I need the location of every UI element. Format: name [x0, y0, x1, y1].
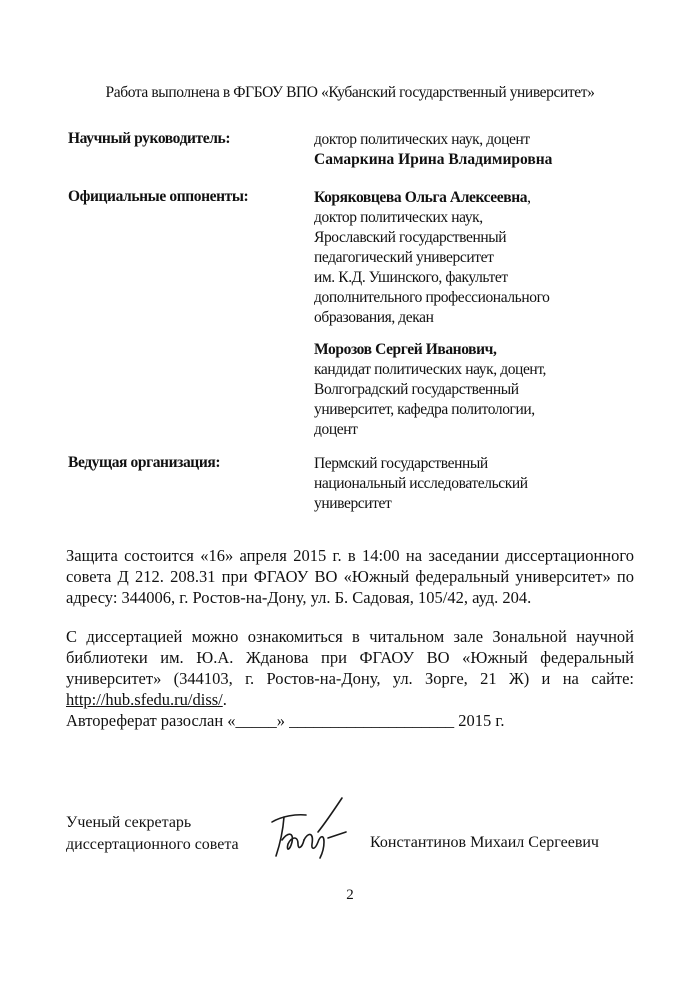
opponent-1-info — [314, 188, 550, 328]
leading-org-line: Пермский государственный — [314, 455, 488, 472]
page-number: 2 — [346, 887, 354, 903]
defense-line: совета Д 212. 208.31 при ФГАОУ ВО «Южный федеральный университет» по — [66, 567, 634, 586]
opponent-1-line: доктор политических наук, — [314, 209, 483, 226]
opponent-2-line: доцент — [314, 421, 358, 438]
opponent-2-info — [314, 340, 546, 440]
leading-org-line: национальный исследовательский — [314, 475, 528, 492]
opponent-1-line: педагогический университет — [314, 249, 494, 266]
opponent-2-line: Волгоградский государственный — [314, 381, 519, 398]
opponents-label: Официальные оппоненты: — [68, 188, 249, 205]
opponent-1-line: дополнительного профессионального — [314, 289, 550, 306]
leading-org-label: Ведущая организация: — [68, 454, 221, 471]
opponent-1-line: Ярославский государственный — [314, 229, 507, 246]
library-line: университет» (344103, г. Ростов-на-Дону, ул. Зорге, 21 Ж) и на сайте: — [66, 669, 634, 688]
handwritten-signature — [262, 792, 358, 864]
opponent-2-line: университет, кафедра политологии, — [314, 401, 535, 418]
defense-paragraph — [66, 545, 634, 608]
opponent-1-line: образования, декан — [314, 309, 434, 326]
secretary-title-line: диссертационного совета — [66, 836, 239, 853]
opponent-1-line: им. К.Д. Ушинского, факультет — [314, 269, 508, 286]
library-line: библиотеки им. Ю.А. Жданова при ФГАОУ ВО «Южный федеральный — [66, 648, 634, 667]
leading-org-info — [314, 454, 528, 514]
library-paragraph — [66, 626, 634, 731]
opponent-2-name: Морозов Сергей Иванович, — [314, 341, 497, 358]
supervisor-info — [314, 130, 552, 170]
diss-website-link[interactable]: http://hub.sfedu.ru/diss/ — [66, 690, 223, 709]
defense-line: адресу: 344006, г. Ростов-на-Дону, ул. Б. Садовая, 105/42, ауд. 204. — [66, 588, 532, 607]
link-suffix: . — [222, 690, 227, 709]
distribution-line: Автореферат разослан «_____» ____________________ 2015 г. — [66, 711, 505, 730]
opponent-2-line: кандидат политических наук, доцент, — [314, 361, 547, 378]
opponent-1-name: Коряковцева Ольга Алексеевна — [314, 189, 528, 206]
supervisor-name: Самаркина Ирина Владимировна — [314, 151, 553, 168]
secretary-title — [66, 812, 239, 856]
library-line: С диссертацией можно ознакомиться в читальном зале Зональной научной — [66, 627, 634, 646]
secretary-title-line: Ученый секретарь — [66, 814, 192, 831]
institution-line: Работа выполнена в ФГБОУ ВПО «Кубанский государственный университет» — [105, 84, 595, 101]
supervisor-degree: доктор политических наук, доцент — [314, 131, 530, 148]
secretary-name: Константинов Михаил Сергеевич — [370, 834, 599, 851]
opponent-1-name-suffix: , — [527, 189, 531, 206]
supervisor-label: Научный руководитель: — [68, 130, 231, 147]
defense-line: Защита состоится «16» апреля 2015 г. в 14:00 на заседании диссертационного — [66, 546, 634, 565]
leading-org-line: университет — [314, 495, 392, 512]
